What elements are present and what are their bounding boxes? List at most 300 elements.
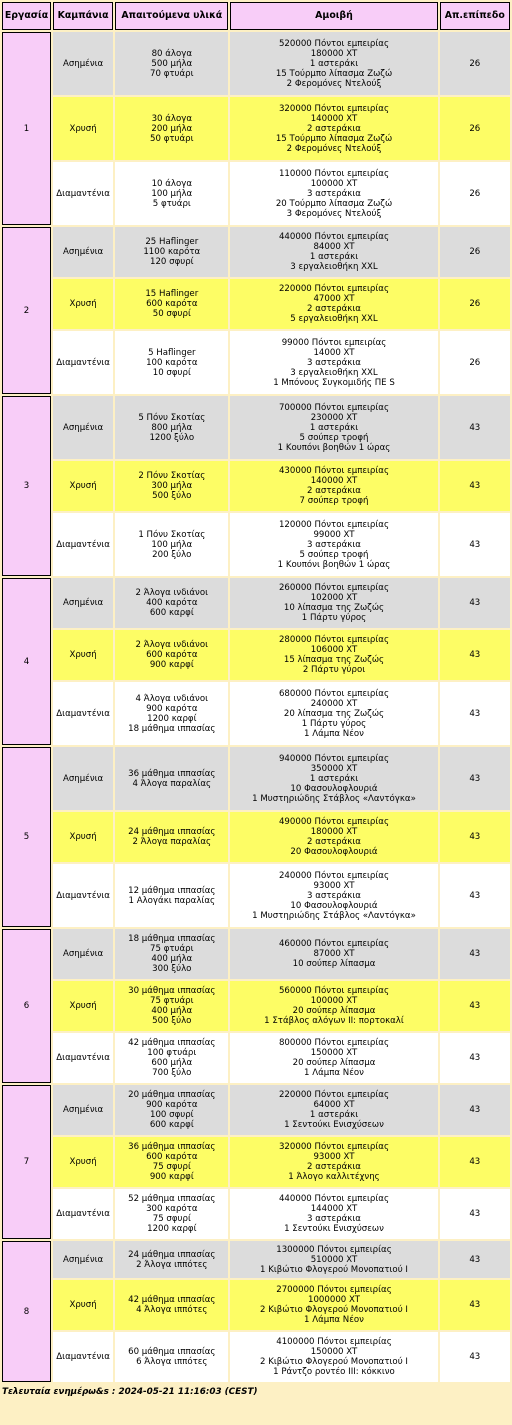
materials-cell — [115, 1280, 228, 1330]
level-cell: 43 — [440, 1033, 510, 1083]
reward-item: 440000 Πόντοι εμπειρίας — [278, 1194, 390, 1204]
materials-cell — [115, 513, 228, 576]
reward-item: 230000 XT — [310, 412, 358, 423]
materials-cell — [115, 747, 228, 810]
reward-item: 3 αστεράκια — [307, 357, 361, 368]
level-cell: 43 — [440, 578, 510, 628]
table-row — [2, 162, 510, 225]
reward-item: 150000 XT — [310, 1048, 358, 1058]
reward-item: 20 σούπερ λίπασμα — [292, 1058, 376, 1068]
reward-item: 520000 Πόντοι εμπειρίας — [278, 38, 390, 49]
material-item: 5 φτυάρι — [152, 198, 191, 209]
reward-item: 3 αστεράκια — [307, 1214, 361, 1224]
material-item: 900 καρότα — [146, 1100, 198, 1110]
material-item: 600 καρότα — [146, 299, 198, 309]
campaign-cell: Ασημένια — [53, 1241, 113, 1278]
reward-item: 2 αστεράκια — [307, 1162, 361, 1172]
table-row — [2, 513, 510, 576]
material-item: 18 μάθημα ιππασίας — [128, 723, 216, 734]
reward-item: 102000 XT — [310, 593, 358, 603]
reward-item: 5 σούπερ τροφή — [299, 432, 369, 443]
campaign-cell: Ασημένια — [53, 929, 113, 979]
materials-cell — [115, 1085, 228, 1135]
reward-item: 220000 Πόντοι εμπειρίας — [278, 1090, 390, 1100]
materials-cell — [115, 864, 228, 927]
reward-item: 1 Πάρτυ γύρος — [301, 613, 367, 623]
reward-item: 15 Τούρμπο λίπασμα Ζωζώ — [275, 133, 393, 144]
reward-item: 2 αστεράκια — [307, 304, 361, 314]
header-materials: Απαιτούμενα υλικά — [115, 2, 228, 30]
reward-item: 1 Μυστηριώδης Στάβλος «Λαντόγκα» — [252, 910, 416, 921]
reward-item: 440000 Πόντοι εμπειρίας — [278, 232, 390, 242]
reward-item: 2 Κιβώτιο Φλογερού Μονοπατιού I — [260, 1305, 408, 1315]
material-item: 60 μάθημα ιππασίας — [128, 1347, 216, 1357]
reward-cell — [230, 227, 437, 277]
task-number: 1 — [2, 32, 51, 225]
table-row — [2, 396, 510, 459]
reward-item: 1 Σεντούκι Ενισχύσεων — [284, 1224, 384, 1234]
reward-item: 1 Κουπόνι βοηθών 1 ώρας — [277, 559, 391, 570]
reward-item: 1 αστεράκι — [309, 1110, 359, 1120]
reward-item: 240000 Πόντοι εμπειρίας — [278, 870, 390, 881]
reward-item: 20 Τούρμπο λίπασμα Ζωζώ — [275, 198, 393, 209]
reward-cell — [230, 331, 437, 394]
materials-cell — [115, 1189, 228, 1239]
reward-cell — [230, 396, 437, 459]
material-item: 36 μάθημα ιππασίας — [128, 1142, 216, 1152]
materials-cell — [115, 97, 228, 160]
campaign-cell: Διαμαντένια — [53, 513, 113, 576]
material-item: 6 Άλογα ιππότες — [136, 1357, 208, 1367]
material-item: 24 μάθημα ιππασίας — [128, 1249, 216, 1260]
reward-cell — [230, 1189, 437, 1239]
reward-item: 7 σούπερ τροφή — [299, 496, 369, 506]
materials-cell — [115, 461, 228, 511]
reward-item: 4100000 Πόντοι εμπειρίας — [276, 1337, 392, 1347]
campaign-cell: Ασημένια — [53, 32, 113, 95]
material-item: 600 καρφί — [149, 1120, 194, 1130]
materials-cell — [115, 331, 228, 394]
reward-item: 1 Στάβλος αλόγων II: πορτοκαλί — [264, 1016, 404, 1026]
material-item: 300 καρότα — [146, 1204, 198, 1214]
table-row — [2, 461, 510, 511]
level-cell: 43 — [440, 981, 510, 1031]
material-item: 400 μήλα — [151, 954, 193, 964]
material-item: 30 μάθημα ιππασίας — [128, 986, 216, 996]
material-item: 100 μήλα — [151, 188, 193, 199]
material-item: 4 Άλογα ινδιάνοι — [135, 693, 209, 704]
material-item: 10 σφυρί — [152, 367, 191, 378]
table-row — [2, 279, 510, 329]
campaign-cell: Χρυσή — [53, 1137, 113, 1187]
table-row — [2, 682, 510, 745]
material-item: 5 Πόνυ Σκοτίας — [138, 412, 206, 423]
reward-item: 1 Λάμπα Νέον — [304, 1068, 364, 1078]
task-number: 6 — [2, 929, 51, 1083]
level-cell: 43 — [440, 630, 510, 680]
table-row — [2, 227, 510, 277]
reward-cell — [230, 97, 437, 160]
reward-cell — [230, 747, 437, 810]
reward-cell — [230, 513, 437, 576]
material-item: 900 καρφί — [149, 660, 194, 670]
materials-cell — [115, 812, 228, 862]
reward-item: 144000 XT — [310, 1204, 358, 1214]
task-number: 8 — [2, 1241, 51, 1382]
campaign-cell: Διαμαντένια — [53, 162, 113, 225]
table-row — [2, 1332, 510, 1382]
reward-item: 1 Μπόνους Συγκομιδής ΠΕ S — [273, 377, 395, 388]
reward-item: 3 εργαλειοθήκη XXL — [290, 262, 378, 272]
campaign-cell: Διαμαντένια — [53, 331, 113, 394]
material-item: 500 ξύλο — [152, 1016, 192, 1026]
reward-item: 106000 XT — [310, 645, 358, 655]
level-cell: 26 — [440, 331, 510, 394]
reward-item: 64000 XT — [313, 1100, 355, 1110]
campaign-cell: Διαμαντένια — [53, 1189, 113, 1239]
material-item: 800 μήλα — [151, 422, 193, 433]
table-row — [2, 864, 510, 927]
materials-cell — [115, 1241, 228, 1278]
campaign-cell: Χρυσή — [53, 1280, 113, 1330]
level-cell: 43 — [440, 864, 510, 927]
header-reward: Αμοιβή — [230, 2, 437, 30]
materials-cell — [115, 1332, 228, 1382]
reward-item: 2 Φερομόνες Ντελούξ — [286, 143, 382, 154]
task-number: 7 — [2, 1085, 51, 1239]
materials-cell — [115, 1137, 228, 1187]
material-item: 500 ξύλο — [152, 491, 192, 501]
material-item: 400 μήλα — [151, 1006, 193, 1016]
level-cell: 26 — [440, 227, 510, 277]
level-cell: 43 — [440, 1085, 510, 1135]
reward-item: 120000 Πόντοι εμπειρίας — [278, 519, 390, 530]
reward-item: 1 Λάμπα Νέον — [304, 728, 364, 739]
reward-cell — [230, 32, 437, 95]
campaign-cell: Ασημένια — [53, 578, 113, 628]
reward-item: 3 αστεράκια — [307, 539, 361, 550]
reward-item: 560000 Πόντοι εμπειρίας — [278, 986, 390, 996]
material-item: 500 μήλα — [151, 58, 193, 69]
material-item: 75 σφυρί — [152, 1162, 191, 1172]
table-row — [2, 1280, 510, 1330]
campaign-cell: Ασημένια — [53, 396, 113, 459]
material-item: 900 καρότα — [146, 703, 198, 714]
reward-item: 2 αστεράκια — [307, 486, 361, 496]
level-cell: 43 — [440, 1280, 510, 1330]
reward-item: 700000 Πόντοι εμπειρίας — [278, 402, 390, 413]
reward-item: 1 Ράντζο ροντέο III: κόκκινο — [273, 1367, 395, 1377]
reward-item: 430000 Πόντοι εμπειρίας — [278, 466, 390, 476]
reward-item: 2 Κιβώτιο Φλογερού Μονοπατιού I — [260, 1357, 408, 1367]
reward-cell — [230, 1085, 437, 1135]
material-item: 70 φτυάρι — [150, 68, 194, 79]
material-item: 900 καρφί — [149, 1172, 194, 1182]
reward-cell — [230, 279, 437, 329]
table-row — [2, 578, 510, 628]
reward-cell — [230, 812, 437, 862]
reward-item: 100000 XT — [310, 996, 358, 1006]
reward-item: 260000 Πόντοι εμπειρίας — [278, 583, 390, 593]
reward-cell — [230, 1241, 437, 1278]
reward-item: 100000 XT — [310, 178, 358, 189]
reward-item: 5 σούπερ τροφή — [299, 549, 369, 560]
material-item: 30 άλογα — [151, 113, 193, 124]
reward-item: 1 Μυστηριώδης Στάβλος «Λαντόγκα» — [252, 793, 416, 804]
campaign-cell: Χρυσή — [53, 812, 113, 862]
material-item: 700 ξύλο — [152, 1068, 192, 1078]
campaign-cell: Ασημένια — [53, 747, 113, 810]
reward-item: 15 λίπασμα της Ζωζώς — [283, 655, 385, 665]
task-number: 2 — [2, 227, 51, 394]
campaign-cell: Χρυσή — [53, 981, 113, 1031]
reward-item: 10 Φασουλοφλουριά — [290, 900, 378, 911]
campaign-cell: Χρυσή — [53, 630, 113, 680]
reward-item: 3 αστεράκια — [307, 188, 361, 199]
reward-item: 800000 Πόντοι εμπειρίας — [278, 1038, 390, 1048]
table-row — [2, 1085, 510, 1135]
reward-item: 490000 Πόντοι εμπειρίας — [278, 817, 390, 827]
reward-item: 99000 XT — [313, 529, 355, 540]
task-number: 3 — [2, 396, 51, 576]
material-item: 1200 καρφί — [147, 1224, 197, 1234]
header-level: Απ.επίπεδο — [440, 2, 510, 30]
reward-item: 2 αστεράκια — [307, 837, 361, 847]
reward-item: 1300000 Πόντοι εμπειρίας — [276, 1244, 392, 1255]
table-row — [2, 981, 510, 1031]
header-task: Εργασία — [2, 2, 51, 30]
reward-item: 99000 Πόντοι εμπειρίας — [281, 337, 387, 348]
task-number: 4 — [2, 578, 51, 745]
reward-item: 1 αστεράκι — [309, 422, 359, 433]
material-item: 24 μάθημα ιππασίας — [128, 827, 216, 837]
materials-cell — [115, 227, 228, 277]
table-row — [2, 1033, 510, 1083]
level-cell: 43 — [440, 513, 510, 576]
material-item: 300 μήλα — [151, 481, 193, 491]
reward-item: 350000 XT — [310, 763, 358, 774]
materials-cell — [115, 279, 228, 329]
reward-item: 87000 XT — [313, 949, 355, 959]
reward-item: 180000 XT — [310, 48, 358, 59]
material-item: 300 ξύλο — [152, 964, 192, 974]
material-item: 120 σφυρί — [150, 257, 194, 267]
level-cell: 26 — [440, 97, 510, 160]
campaign-cell: Διαμαντένια — [53, 682, 113, 745]
reward-cell — [230, 981, 437, 1031]
material-item: 600 μήλα — [151, 1058, 193, 1068]
material-item: 15 Haflinger — [145, 289, 199, 299]
table-row — [2, 97, 510, 160]
campaign-cell: Ασημένια — [53, 1085, 113, 1135]
level-cell: 26 — [440, 162, 510, 225]
reward-item: 1 Σεντούκι Ενισχύσεων — [284, 1120, 384, 1130]
reward-item: 84000 XT — [313, 242, 355, 252]
materials-cell — [115, 162, 228, 225]
material-item: 52 μάθημα ιππασίας — [128, 1194, 216, 1204]
level-cell: 43 — [440, 929, 510, 979]
reward-item: 93000 XT — [313, 1152, 355, 1162]
material-item: 600 καρότα — [146, 1152, 198, 1162]
level-cell: 26 — [440, 279, 510, 329]
campaign-cell: Χρυσή — [53, 97, 113, 160]
header-row — [2, 2, 510, 30]
reward-item: 3 Φερομόνες Ντελούξ — [286, 208, 382, 219]
reward-item: 110000 Πόντοι εμπειρίας — [278, 168, 390, 179]
reward-item: 1 αστεράκι — [309, 58, 359, 69]
material-item: 80 άλογα — [151, 48, 193, 59]
header-campaign: Καμπάνια — [53, 2, 113, 30]
table-row — [2, 1137, 510, 1187]
material-item: 600 καρφί — [149, 608, 194, 618]
materials-cell — [115, 578, 228, 628]
table-row — [2, 331, 510, 394]
materials-cell — [115, 981, 228, 1031]
material-item: 75 σφυρί — [152, 1214, 191, 1224]
reward-item: 180000 XT — [310, 827, 358, 837]
reward-cell — [230, 461, 437, 511]
material-item: 18 μάθημα ιππασίας — [128, 934, 216, 944]
reward-cell — [230, 1332, 437, 1382]
reward-item: 10 λίπασμα της Ζωζώς — [283, 603, 385, 613]
table-row — [2, 1241, 510, 1278]
campaign-cell: Χρυσή — [53, 461, 113, 511]
table-row — [2, 812, 510, 862]
material-item: 4 Άλογα ιππότες — [136, 1305, 208, 1315]
reward-item: 3 αστεράκια — [307, 890, 361, 901]
level-cell: 43 — [440, 812, 510, 862]
reward-item: 240000 XT — [310, 698, 358, 709]
table-row — [2, 929, 510, 979]
reward-cell — [230, 630, 437, 680]
material-item: 100 φτυάρι — [147, 1048, 197, 1058]
material-item: 2 Άλογα ινδιάνοι — [135, 640, 209, 650]
reward-item: 1 Λάμπα Νέον — [304, 1315, 364, 1325]
table-row — [2, 630, 510, 680]
material-item: 36 μάθημα ιππασίας — [128, 768, 216, 779]
campaign-cell: Ασημένια — [53, 227, 113, 277]
material-item: 1 Πόνυ Σκοτίας — [138, 529, 206, 540]
level-cell: 26 — [440, 32, 510, 95]
material-item: 2 Άλογα παραλίας — [132, 837, 212, 847]
campaign-cell: Χρυσή — [53, 279, 113, 329]
table-row — [2, 32, 510, 95]
last-updated: Τελευταία ενημέρω&s : 2024-05-21 11:16:03 (CEST) — [2, 1387, 258, 1397]
reward-cell — [230, 1280, 437, 1330]
reward-item: 140000 XT — [310, 476, 358, 486]
materials-cell — [115, 682, 228, 745]
material-item: 200 μήλα — [151, 123, 193, 134]
material-item: 1 Αλογάκι παραλίας — [128, 895, 216, 906]
reward-item: 280000 Πόντοι εμπειρίας — [278, 635, 390, 645]
material-item: 10 άλογα — [151, 178, 193, 189]
material-item: 42 μάθημα ιππασίας — [128, 1038, 216, 1048]
reward-item: 3 εργαλειοθήκη XXL — [290, 367, 378, 378]
reward-item: 2 Φερομόνες Ντελούξ — [286, 78, 382, 89]
reward-cell — [230, 682, 437, 745]
reward-item: 150000 XT — [310, 1347, 358, 1357]
level-cell: 43 — [440, 396, 510, 459]
reward-cell — [230, 578, 437, 628]
reward-item: 20 Φασουλοφλουριά — [290, 847, 378, 857]
reward-item: 1 αστεράκι — [309, 252, 359, 262]
reward-item: 320000 Πόντοι εμπειρίας — [278, 1142, 390, 1152]
reward-item: 20 λίπασμα της Ζωζώς — [283, 708, 385, 719]
level-cell: 43 — [440, 1241, 510, 1278]
material-item: 75 φτυάρι — [150, 996, 194, 1006]
reward-item: 320000 Πόντοι εμπειρίας — [278, 103, 390, 114]
material-item: 100 μήλα — [151, 539, 193, 550]
material-item: 600 καρότα — [146, 650, 198, 660]
reward-item: 1 αστεράκι — [309, 773, 359, 784]
reward-item: 1000000 XT — [307, 1295, 360, 1305]
material-item: 2 Πόνυ Σκοτίας — [138, 471, 206, 481]
reward-item: 15 Τούρμπο λίπασμα Ζωζώ — [275, 68, 393, 79]
table-body — [2, 32, 510, 1382]
table-row — [2, 1189, 510, 1239]
reward-item: 14000 XT — [313, 347, 355, 358]
material-item: 1200 καρφί — [147, 713, 197, 724]
reward-item: 10 σούπερ λίπασμα — [292, 959, 376, 969]
reward-cell — [230, 1033, 437, 1083]
material-item: 75 φτυάρι — [150, 944, 194, 954]
material-item: 1200 ξύλο — [149, 432, 195, 443]
reward-item: 2 Πάρτυ γύροι — [302, 665, 366, 675]
material-item: 20 μάθημα ιππασίας — [128, 1090, 216, 1100]
campaign-cell: Διαμαντένια — [53, 1332, 113, 1382]
reward-item: 1 Άλογο καλλιτέχνης — [288, 1172, 380, 1182]
reward-cell — [230, 1137, 437, 1187]
reward-item: 220000 Πόντοι εμπειρίας — [278, 284, 390, 294]
level-cell: 43 — [440, 461, 510, 511]
reward-item: 510000 XT — [310, 1254, 358, 1265]
material-item: 200 ξύλο — [152, 549, 192, 560]
reward-cell — [230, 864, 437, 927]
material-item: 50 σφυρί — [152, 309, 191, 319]
level-cell: 43 — [440, 1189, 510, 1239]
table-row — [2, 747, 510, 810]
reward-item: 140000 XT — [310, 113, 358, 124]
material-item: 4 Άλογα παραλίας — [132, 778, 212, 789]
reward-item: 460000 Πόντοι εμπειρίας — [278, 939, 390, 949]
materials-cell — [115, 630, 228, 680]
level-cell: 43 — [440, 1137, 510, 1187]
level-cell: 43 — [440, 1332, 510, 1382]
campaign-cell: Διαμαντένια — [53, 1033, 113, 1083]
material-item: 42 μάθημα ιππασίας — [128, 1295, 216, 1305]
reward-item: 2 αστεράκια — [307, 123, 361, 134]
materials-cell — [115, 1033, 228, 1083]
reward-item: 47000 XT — [313, 294, 355, 304]
material-item: 400 καρότα — [146, 598, 198, 608]
level-cell: 43 — [440, 682, 510, 745]
material-item: 50 φτυάρι — [150, 133, 194, 144]
material-item: 100 σφυρί — [150, 1110, 194, 1120]
reward-item: 5 εργαλειοθήκη XXL — [290, 314, 378, 324]
material-item: 5 Haflinger — [148, 347, 196, 358]
material-item: 12 μάθημα ιππασίας — [128, 885, 216, 896]
materials-cell — [115, 396, 228, 459]
reward-item: 2700000 Πόντοι εμπειρίας — [276, 1285, 392, 1295]
reward-cell — [230, 162, 437, 225]
material-item: 2 Άλογα ιππότες — [136, 1259, 208, 1270]
reward-item: 1 Πάρτυ γύρος — [301, 718, 367, 729]
materials-cell — [115, 32, 228, 95]
reward-item: 680000 Πόντοι εμπειρίας — [278, 688, 390, 699]
reward-item: 940000 Πόντοι εμπειρίας — [278, 753, 390, 764]
reward-item: 1 Κιβώτιο Φλογερού Μονοπατιού I — [260, 1264, 408, 1275]
material-item: 25 Haflinger — [145, 237, 199, 247]
